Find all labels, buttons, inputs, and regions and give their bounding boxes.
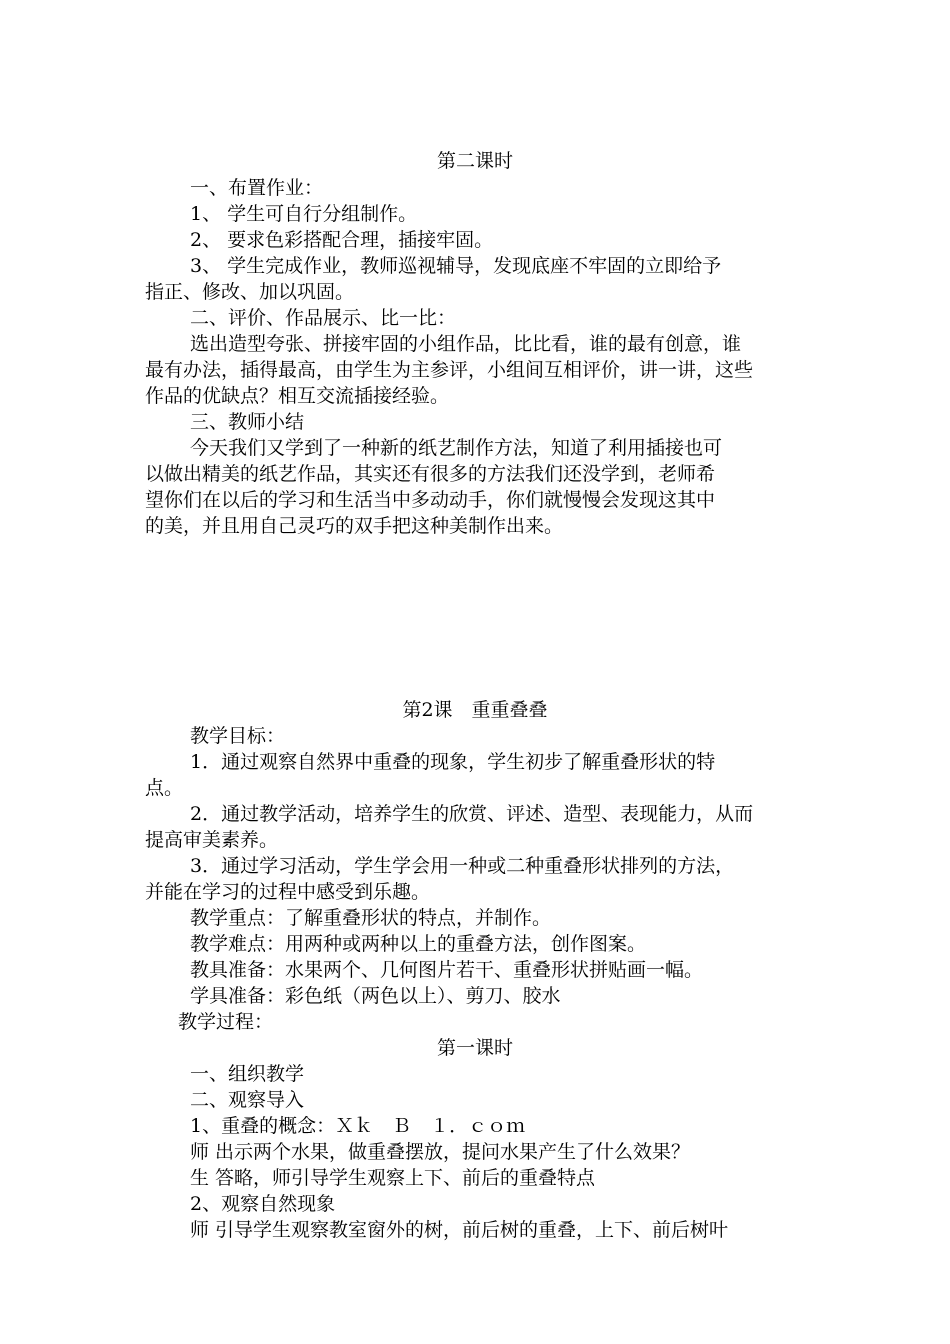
text-line: 师 出示两个水果，做重叠摆放，提问水果产生了什么效果？ — [190, 1141, 691, 1163]
text-line: 教学目标： — [190, 725, 286, 747]
text-line: 生 答略，师引导学生观察上下、前后的重叠特点 — [190, 1167, 596, 1189]
text-line: 最有办法，插得最高，由学生为主参评，小组间互相评价，讲一讲，这些 — [145, 359, 754, 381]
text-line: 教学重点：了解重叠形状的特点，并制作。 — [190, 907, 552, 929]
text-line: 师 引导学生观察教室窗外的树，前后树的重叠，上下、前后树叶 — [190, 1219, 729, 1241]
text-line: 以做出精美的纸艺作品，其实还有很多的方法我们还没学到，老师希 — [145, 463, 716, 485]
text-line: 指正、修改、加以巩固。 — [145, 281, 355, 303]
text-line: 选出造型夸张、拼接牢固的小组作品，比比看，谁的最有创意，谁 — [190, 333, 742, 355]
section2-subtitle: 第一课时 — [436, 1037, 513, 1059]
text-line: 提高审美素养。 — [145, 829, 279, 851]
text-line: 教学过程： — [178, 1011, 274, 1033]
text-line: 一、布置作业： — [190, 177, 324, 199]
text-line: 1、重叠的概念：Ｘｋ Ｂ １．ｃｏｍ — [190, 1115, 526, 1137]
text-line: 教具准备：水果两个、几何图片若干、重叠形状拼贴画一幅。 — [190, 959, 704, 981]
text-line: 学具准备：彩色纸（两色以上）、剪刀、胶水 — [190, 985, 561, 1007]
text-line: 的美，并且用自己灵巧的双手把这种美制作出来。 — [145, 515, 564, 537]
text-line: 三、教师小结 — [190, 411, 305, 433]
text-line: 二、观察导入 — [190, 1089, 305, 1111]
text-line: 2、观察自然现象 — [190, 1193, 336, 1215]
text-line: 点。 — [145, 777, 184, 799]
section2-title: 第2课 重重叠叠 — [402, 699, 548, 721]
text-line: 一、组织教学 — [190, 1063, 305, 1085]
text-line: 3、 学生完成作业，教师巡视辅导，发现底座不牢固的立即给予 — [190, 255, 722, 277]
text-line: 1、 学生可自行分组制作。 — [190, 203, 418, 225]
text-line: 今天我们又学到了一种新的纸艺制作方法，知道了利用插接也可 — [190, 437, 723, 459]
text-line: 二、评价、作品展示、比一比： — [190, 307, 457, 329]
text-line: 3．通过学习活动，学生学会用一种或二种重叠形状排列的方法， — [190, 855, 735, 877]
text-line: 教学难点：用两种或两种以上的重叠方法，创作图案。 — [190, 933, 647, 955]
text-line: 2．通过教学活动，培养学生的欣赏、评述、造型、表现能力，从而 — [190, 803, 754, 825]
text-line: 2、 要求色彩搭配合理，插接牢固。 — [190, 229, 494, 251]
text-line: 望你们在以后的学习和生活当中多动动手，你们就慢慢会发现这其中 — [145, 489, 716, 511]
text-line: 并能在学习的过程中感受到乐趣。 — [145, 881, 431, 903]
section1-title: 第二课时 — [436, 150, 513, 172]
text-line: 1．通过观察自然界中重叠的现象，学生初步了解重叠形状的特 — [190, 751, 716, 773]
text-line: 作品的优缺点？相互交流插接经验。 — [145, 385, 450, 407]
